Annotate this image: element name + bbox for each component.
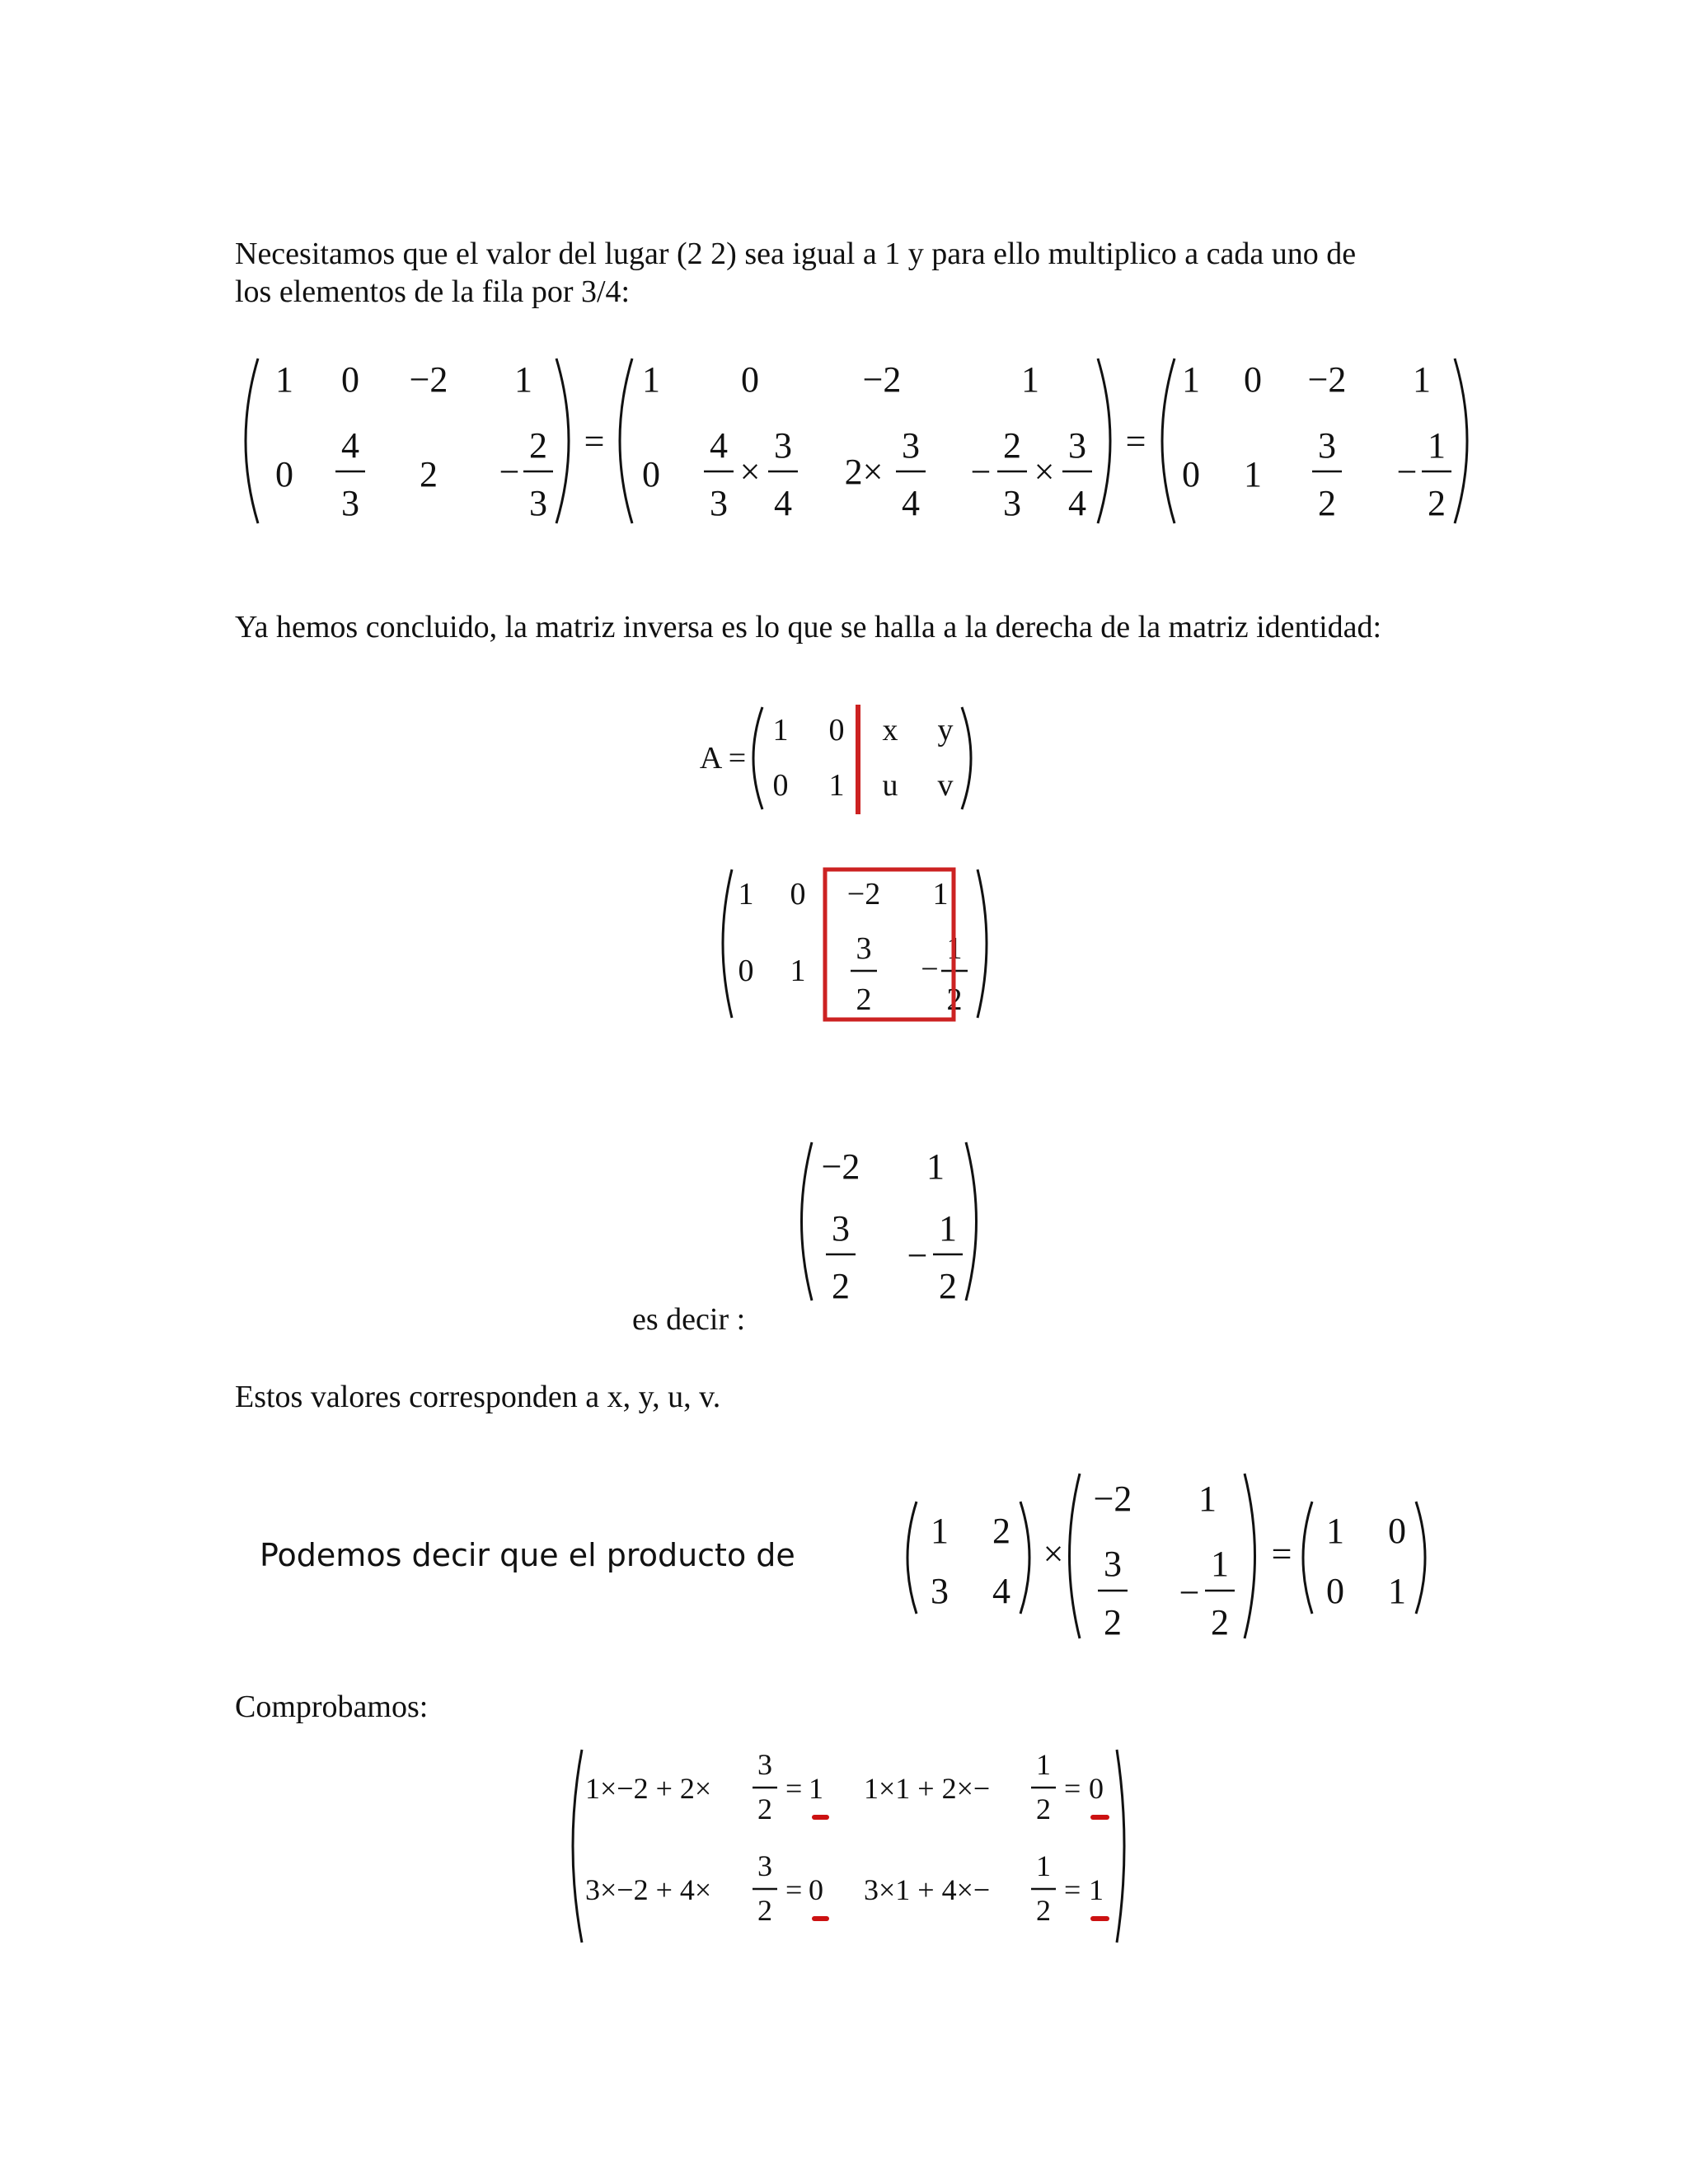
- fraction-denominator: 3: [529, 483, 547, 523]
- inverse-matrix: [791, 1137, 989, 1306]
- left-paren: [1162, 359, 1175, 523]
- matrix-cell: 1: [932, 877, 949, 912]
- highlighted-result-matrix: [715, 861, 996, 1026]
- matrix-cell: v: [937, 768, 954, 803]
- equals-sign: =: [1271, 1534, 1292, 1574]
- fraction-numerator: 3: [1068, 425, 1086, 466]
- verification-matrix: [567, 1743, 1132, 1949]
- matrix-cell: −2: [821, 1146, 860, 1187]
- intro-line-2: los elementos de la fila por 3/4:: [235, 274, 631, 309]
- right-paren: [1245, 1474, 1255, 1638]
- intro-line-1: Necesitamos que el valor del lugar (2 2) sea igual a 1 y para ello multiplico a cada uno de: [235, 237, 1357, 271]
- fraction-denominator: 3: [710, 483, 728, 523]
- matrix-cell: 0: [1182, 454, 1200, 494]
- fraction-numerator: 3: [757, 1849, 772, 1882]
- matrix-cell: x: [882, 713, 898, 748]
- augmented-matrix: [688, 701, 985, 816]
- equals-sign: =: [1125, 421, 1146, 462]
- right-paren: [1117, 1750, 1124, 1943]
- times-sign: ×: [1043, 1534, 1064, 1574]
- matrix-cell: 0: [828, 713, 845, 748]
- matrix-cell: 1: [1182, 359, 1200, 400]
- right-paren: [978, 869, 987, 1018]
- verification-result: 1: [809, 1772, 823, 1805]
- right-paren: [1098, 359, 1110, 523]
- left-paren: [753, 707, 762, 809]
- left-paren: [620, 359, 632, 523]
- fraction-numerator: 3: [757, 1748, 772, 1781]
- right-paren: [1416, 1502, 1425, 1614]
- left-paren: [907, 1502, 917, 1614]
- right-paren: [962, 707, 971, 809]
- matrix-cell: 3: [931, 1571, 949, 1611]
- matrix-cell: 0: [642, 454, 660, 494]
- matrix-cell: 1: [642, 359, 660, 400]
- matrix-cell: 1: [931, 1511, 949, 1551]
- fraction-numerator: 1: [1211, 1544, 1229, 1584]
- minus-sign: −: [499, 452, 520, 492]
- matrix-cell: 1: [1244, 454, 1262, 494]
- minus-sign: −: [1396, 452, 1418, 492]
- matrix-cell: 0: [275, 454, 293, 494]
- fraction-denominator: 2: [1036, 1793, 1051, 1825]
- matrix-cell: 1: [1326, 1511, 1344, 1551]
- matrix-cell: u: [882, 768, 898, 803]
- check-label: Comprobamos:: [235, 1690, 429, 1724]
- minus-sign: −: [1179, 1572, 1200, 1613]
- equals-sign: =: [584, 421, 605, 462]
- right-paren: [966, 1142, 977, 1301]
- equals-sign: =: [785, 1873, 803, 1906]
- matrix-cell: −2: [846, 877, 881, 912]
- matrix-cell: 1: [1198, 1479, 1217, 1519]
- fraction-numerator: 3: [1104, 1544, 1122, 1584]
- matrix-cell: 0: [1244, 359, 1262, 400]
- matrix-cell: −2: [1093, 1479, 1132, 1519]
- row-scaling-equation: [235, 346, 1479, 536]
- matrix-cell: 0: [772, 768, 789, 803]
- fraction-denominator: 2: [946, 982, 963, 1017]
- matrix-cell: 0: [1388, 1511, 1406, 1551]
- fraction-numerator: 2: [1003, 425, 1021, 466]
- verification-expression: 1×1 + 2×−: [864, 1772, 991, 1805]
- left-paren: [802, 1142, 813, 1301]
- fraction-numerator: 4: [710, 425, 728, 466]
- matrix-cell: 1: [1021, 359, 1039, 400]
- fraction-denominator: 3: [341, 483, 359, 523]
- fraction-denominator: 2: [1211, 1602, 1229, 1643]
- left-paren: [723, 869, 732, 1018]
- fraction-numerator: 4: [341, 425, 359, 466]
- verification-expression: 1×−2 + 2×: [585, 1772, 712, 1805]
- fraction-denominator: 2: [757, 1793, 772, 1825]
- left-paren: [246, 359, 258, 523]
- matrix-cell: 1: [828, 768, 845, 803]
- es-decir-label: es decir :: [632, 1302, 746, 1337]
- fraction-denominator: 4: [1068, 483, 1086, 523]
- matrix-cell: −2: [862, 359, 902, 400]
- matrix-cell: 4: [992, 1571, 1010, 1611]
- concluded-paragraph: Ya hemos concluido, la matriz inversa es lo que se halla a la derecha de la matriz identidad:: [235, 610, 1382, 644]
- minus-sign: −: [921, 952, 939, 987]
- fraction-denominator: 2: [1104, 1602, 1122, 1643]
- right-paren: [1455, 359, 1467, 523]
- fraction-denominator: 4: [774, 483, 792, 523]
- matrix-cell: 0: [1326, 1571, 1344, 1611]
- coefficient: 2×: [844, 452, 884, 492]
- equals-sign: =: [785, 1772, 803, 1805]
- intro-paragraph: [235, 235, 1356, 311]
- fraction-numerator: 3: [902, 425, 920, 466]
- matrix-cell: 1: [738, 877, 754, 912]
- product-lead-text: Podemos decir que el producto de: [260, 1537, 795, 1573]
- matrix-cell: 1: [514, 359, 532, 400]
- fraction-numerator: 2: [529, 425, 547, 466]
- fraction-numerator: 1: [1036, 1849, 1051, 1882]
- fraction-numerator: 3: [774, 425, 792, 466]
- equals-sign: =: [1064, 1772, 1081, 1805]
- fraction-denominator: 2: [1036, 1894, 1051, 1927]
- matrix-cell: 2: [992, 1511, 1010, 1551]
- product-equation: [247, 1467, 1442, 1644]
- fraction-numerator: 3: [856, 931, 872, 966]
- matrix-cell: 2: [420, 454, 438, 494]
- matrix-cell: 0: [790, 877, 806, 912]
- matrix-cell: −2: [1307, 359, 1347, 400]
- verification-expression: 3×−2 + 4×: [585, 1873, 712, 1906]
- fraction-denominator: 4: [902, 483, 920, 523]
- verification-result: 0: [1089, 1772, 1104, 1805]
- fraction-denominator: 2: [856, 982, 872, 1017]
- fraction-denominator: 2: [757, 1894, 772, 1927]
- matrix-cell: 0: [738, 954, 754, 988]
- matrix-cell: −2: [409, 359, 448, 400]
- matrix-cell: 0: [741, 359, 759, 400]
- matrix-cell: 1: [790, 954, 806, 988]
- left-paren: [573, 1750, 582, 1943]
- fraction-denominator: 2: [832, 1266, 850, 1306]
- values-correspond-paragraph: Estos valores corresponden a x, y, u, v.: [235, 1380, 721, 1414]
- verification-expression: 3×1 + 4×−: [864, 1873, 991, 1906]
- matrix-cell: y: [937, 713, 954, 748]
- fraction-denominator: 2: [939, 1266, 957, 1306]
- matrix-label: A =: [699, 741, 747, 776]
- times-sign: ×: [1034, 452, 1055, 492]
- matrix-cell: 0: [341, 359, 359, 400]
- fraction-numerator: 3: [1318, 425, 1336, 466]
- fraction-numerator: 1: [939, 1208, 957, 1249]
- matrix-cell: 1: [1413, 359, 1431, 400]
- verification-result: 0: [809, 1873, 823, 1906]
- minus-sign: −: [970, 452, 992, 492]
- left-paren: [1303, 1502, 1312, 1614]
- matrix-cell: 1: [1388, 1571, 1406, 1611]
- fraction-numerator: 1: [1428, 425, 1446, 466]
- right-paren: [556, 359, 569, 523]
- left-paren: [1070, 1474, 1081, 1638]
- equals-sign: =: [1064, 1873, 1081, 1906]
- fraction-numerator: 1: [1036, 1748, 1051, 1781]
- fraction-denominator: 3: [1003, 483, 1021, 523]
- fraction-denominator: 2: [1428, 483, 1446, 523]
- verification-result: 1: [1089, 1873, 1104, 1906]
- times-sign: ×: [739, 452, 761, 492]
- right-paren: [1020, 1502, 1029, 1614]
- minus-sign: −: [907, 1235, 928, 1276]
- matrix-cell: 1: [926, 1146, 945, 1187]
- fraction-numerator: 1: [946, 931, 963, 966]
- matrix-cell: 1: [275, 359, 293, 400]
- fraction-numerator: 3: [832, 1208, 850, 1249]
- fraction-denominator: 2: [1318, 483, 1336, 523]
- matrix-cell: 1: [772, 713, 789, 748]
